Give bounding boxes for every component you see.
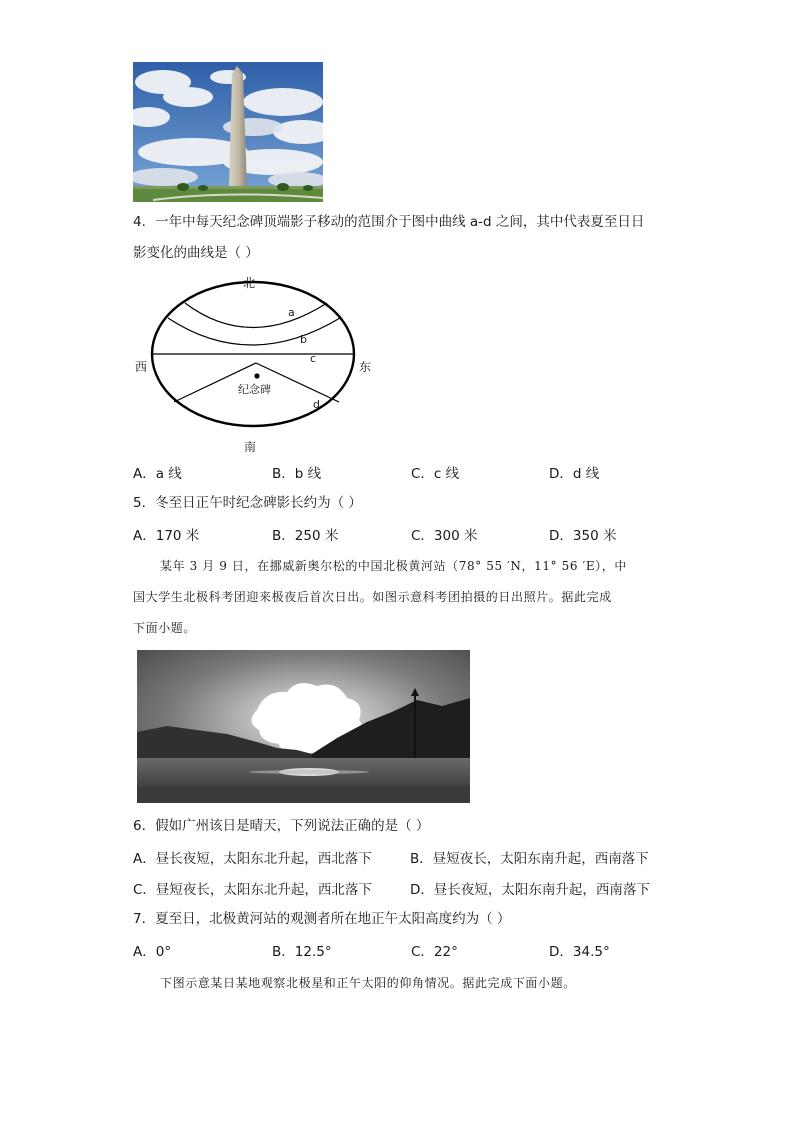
- label-north: 北: [243, 276, 256, 290]
- passage-2-line1: 下图示意某日某地观察北极星和正午太阳的仰角情况。据此完成下面小题。: [160, 976, 576, 990]
- q7-option-b[interactable]: B．12.5°: [272, 944, 332, 960]
- question-4-line1: 4．一年中每天纪念碑顶端影子移动的范围介于图中曲线 a-d 之间，其中代表夏至日日: [133, 214, 645, 230]
- label-curve-a: a: [288, 306, 295, 319]
- q4-option-d[interactable]: D．d 线: [549, 466, 600, 482]
- question-5: 5．冬至日正午时纪念碑影长约为（ ）: [133, 495, 362, 511]
- q5-option-d[interactable]: D．350 米: [549, 528, 617, 544]
- q7-option-a[interactable]: A．0°: [133, 944, 172, 960]
- q6-option-c[interactable]: C．昼短夜长，太阳东北升起，西北落下: [133, 882, 372, 898]
- q6-option-d[interactable]: D．昼长夜短，太阳东南升起，西南落下: [410, 882, 650, 898]
- q5-option-a[interactable]: A．170 米: [133, 528, 200, 544]
- q6-option-b[interactable]: B．昼短夜长，太阳东南升起，西南落下: [410, 851, 649, 867]
- passage-1-line1: 某年 3 月 9 日，在挪威新奥尔松的中国北极黄河站（78° 55 ′N，11° 56 ′E），中: [160, 559, 627, 573]
- label-west: 西: [135, 360, 148, 374]
- monument-photo: [133, 62, 323, 202]
- q5-option-b[interactable]: B．250 米: [272, 528, 339, 544]
- question-7: 7．夏至日，北极黄河站的观测者所在地正午太阳高度约为（ ）: [133, 911, 511, 927]
- question-6: 6．假如广州该日是晴天，下列说法正确的是（ ）: [133, 818, 430, 834]
- q4-option-c[interactable]: C．c 线: [411, 466, 460, 482]
- q5-option-c[interactable]: C．300 米: [411, 528, 478, 544]
- q4-option-a[interactable]: A．a 线: [133, 466, 182, 482]
- label-curve-b: b: [300, 333, 307, 346]
- q7-option-c[interactable]: C．22°: [411, 944, 458, 960]
- label-curve-c: c: [310, 352, 317, 365]
- curve-a: [185, 303, 327, 328]
- q4-option-b[interactable]: B．b 线: [272, 466, 322, 482]
- label-monument: 纪念碑: [238, 383, 271, 396]
- curve-b: [168, 318, 340, 345]
- label-curve-d: d: [313, 398, 320, 411]
- q7-option-d[interactable]: D．34.5°: [549, 944, 610, 960]
- question-4-line2: 影变化的曲线是（ ）: [133, 245, 259, 261]
- q6-option-a[interactable]: A．昼长夜短，太阳东北升起，西北落下: [133, 851, 372, 867]
- passage-1-line3: 下面小题。: [133, 621, 197, 635]
- label-south: 南: [244, 440, 257, 454]
- passage-1-line2: 国大学生北极科考团迎来极夜后首次日出。如图示意科考团拍摄的日出照片。据此完成: [133, 590, 612, 604]
- shadow-diagram: [130, 272, 380, 454]
- monument-dot: [254, 373, 259, 378]
- sunrise-photo: [137, 650, 470, 803]
- label-east: 东: [359, 360, 372, 374]
